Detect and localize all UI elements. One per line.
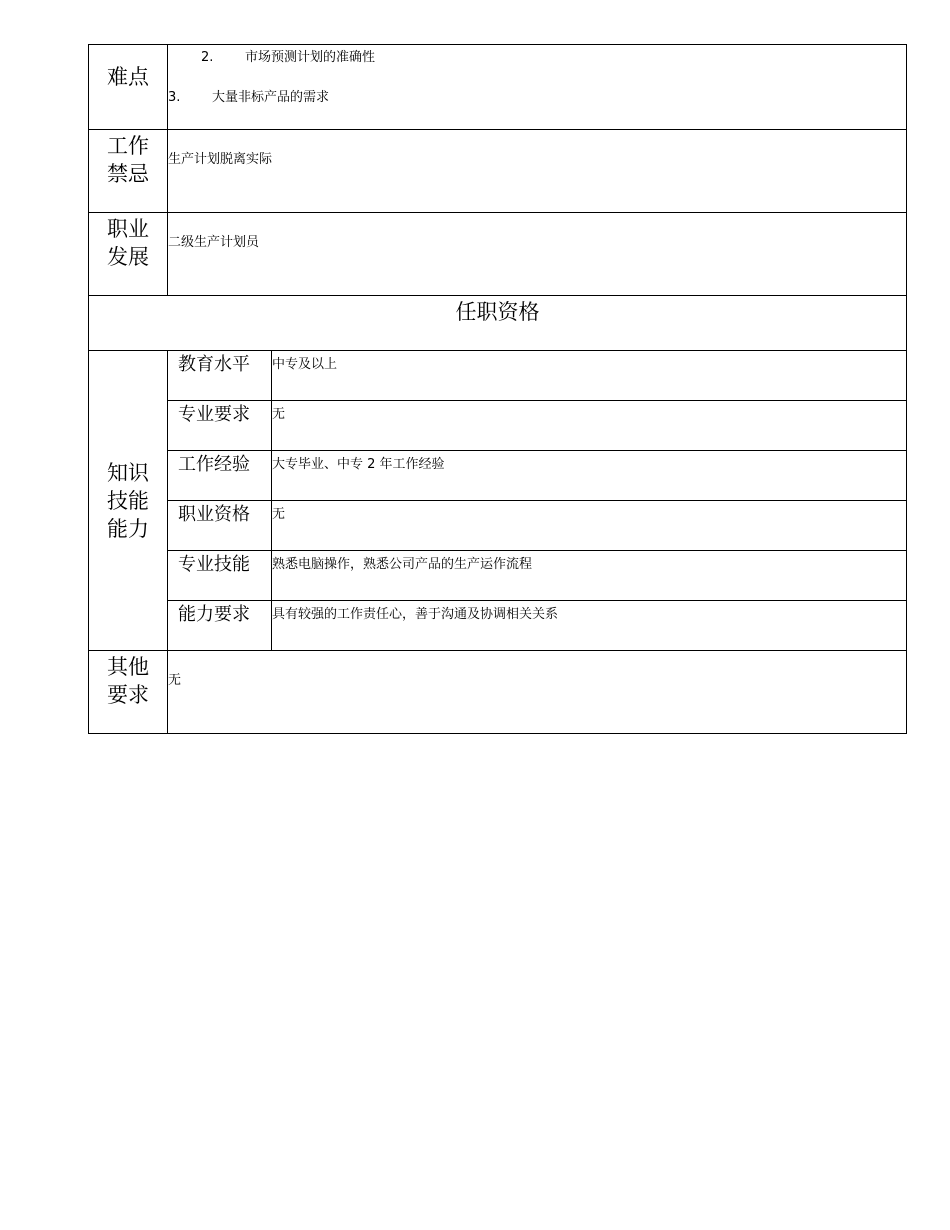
taboos-label [89,130,168,213]
qualification-value: 具有较强的工作责任心，善于沟通及协调相关关系 [272,601,907,651]
career-row [89,213,907,296]
other-content [168,651,907,734]
qualification-row [89,401,907,451]
qualification-row [89,451,907,501]
taboos-label-line: 工作 [107,134,149,158]
career-label-line: 职业 [107,217,149,241]
qualification-value: 大专毕业、中专 2 年工作经验 [272,451,907,501]
difficulty-item-number: 3. [168,90,181,105]
qualification-label: 教育水平 [168,351,272,401]
job-description-sheet [88,44,906,734]
career-text: 二级生产计划员 [168,235,260,250]
qualifications-title: 任职资格 [89,296,907,351]
qualification-label: 工作经验 [168,451,272,501]
qualifications-group-label-line: 技能 [107,488,149,513]
difficulty-item-text: 大量非标产品的需求 [212,90,330,105]
qualification-row [89,551,907,601]
difficulties-content [168,45,907,130]
other-label [89,651,168,734]
other-row [89,651,907,734]
career-content [168,213,907,296]
career-label [89,213,168,296]
qualification-value: 无 [272,401,907,451]
qualification-value: 无 [272,501,907,551]
qualifications-group-label-line: 知识 [107,460,149,485]
qualifications-group-label [89,351,168,651]
taboos-row [89,130,907,213]
difficulties-label [89,45,168,130]
difficulty-item-text: 市场预测计划的准确性 [245,50,376,65]
other-label-line: 要求 [107,683,149,707]
qualification-label: 能力要求 [168,601,272,651]
taboos-label-line: 禁忌 [107,162,149,186]
qualification-row [89,501,907,551]
qualification-row [89,601,907,651]
other-text: 无 [168,673,182,688]
qualification-label: 专业要求 [168,401,272,451]
qualification-label: 职业资格 [168,501,272,551]
taboos-content [168,130,907,213]
job-table [88,44,907,734]
qualifications-title-row [89,296,907,351]
qualifications-group-label-line: 能力 [107,516,149,541]
qualification-value: 熟悉电脑操作，熟悉公司产品的生产运作流程 [272,551,907,601]
qualification-value: 中专及以上 [272,351,907,401]
difficulty-item-number: 2. [201,50,214,65]
qualification-label: 专业技能 [168,551,272,601]
other-label-line: 其他 [107,655,149,679]
taboos-text: 生产计划脱离实际 [168,152,273,167]
qualification-row [89,351,907,401]
difficulties-label-text: 难点 [107,65,149,89]
difficulty-item [168,89,906,106]
difficulties-row [89,45,907,130]
career-label-line: 发展 [107,245,149,269]
difficulty-item [168,49,906,66]
